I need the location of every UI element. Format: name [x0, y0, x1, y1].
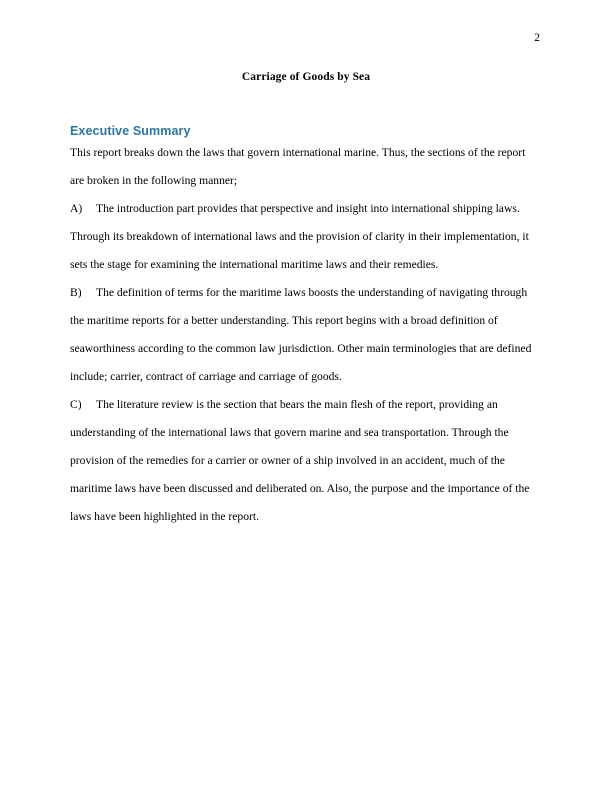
section-heading-executive-summary: Executive Summary: [70, 124, 191, 138]
list-item-text: The literature review is the section that bears the main flesh of the report, providing an understanding of the international laws that govern marine and sea transportation. Through the provision of the remedies for a carrier or owner of a ship involved in an accident, much of the maritime laws have been discussed and deliberated on. Also, the purpose and the importance of the laws have been highlighted in the report.: [70, 398, 530, 523]
page-number: 2: [534, 32, 540, 44]
list-item: [70, 279, 538, 391]
list-item-text: The definition of terms for the maritime laws boosts the understanding of navigating through the maritime reports for a better understanding. This report begins with a broad definition of seaworthiness according to the common law jurisdiction. Other main terminologies that are defined include; carrier, contract of carriage and carriage of goods.: [70, 286, 532, 383]
list-item: [70, 391, 538, 531]
page-title: Carriage of Goods by Sea: [241, 71, 371, 83]
intro-paragraph: This report breaks down the laws that govern international marine. Thus, the sections of the report are broken in the following manner;: [70, 146, 526, 187]
list-item-label: B): [70, 286, 82, 299]
list-item: [70, 195, 538, 279]
list-item-label: A): [70, 202, 83, 215]
list-item-label: C): [70, 398, 82, 411]
list-item-text: The introduction part provides that perspective and insight into international shipping laws. Through its breakdown of international laws and the provision of clarity in their implementation, it sets the stage for examining the international maritime laws and their remedies.: [70, 202, 529, 271]
document-body: [70, 124, 538, 531]
